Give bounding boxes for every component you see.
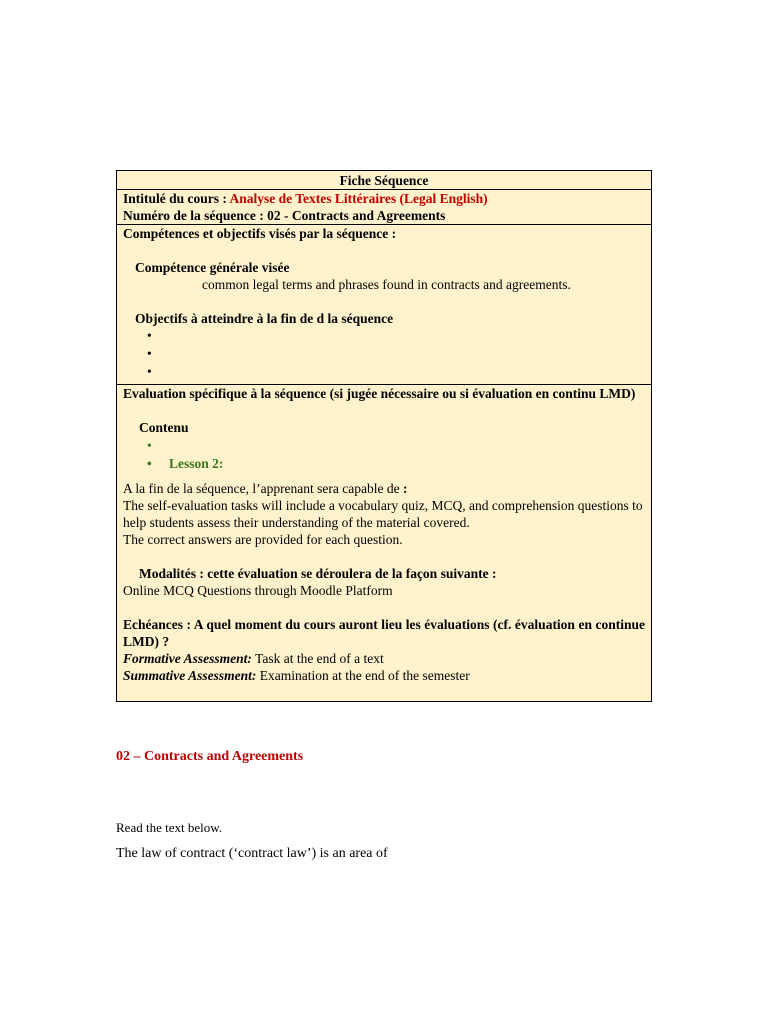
course-info-cell xyxy=(117,189,651,224)
body-paragraph: The law of contract (‘contract law’) is an area of xyxy=(116,846,388,861)
sequence-number-line: Numéro de la séquence : 02 - Contracts and Agreements xyxy=(123,208,446,223)
summative-label: Summative Assessment: xyxy=(123,668,257,683)
fiche-sequence-table xyxy=(116,170,652,702)
summative-line xyxy=(123,667,645,684)
list-item xyxy=(153,327,645,345)
contenu-list xyxy=(123,436,645,472)
formative-line xyxy=(123,650,645,667)
lesson-label: Lesson 2: xyxy=(169,456,224,471)
objectifs-list xyxy=(123,327,645,381)
contenu-label: Contenu xyxy=(139,420,189,435)
formative-label: Formative Assessment: xyxy=(123,651,252,666)
answers-text: The correct answers are provided for each question. xyxy=(123,532,403,547)
course-label: Intitulé du cours : xyxy=(123,191,230,206)
section-title: 02 – Contracts and Agreements xyxy=(116,749,304,764)
capable-text: A la fin de la séquence, l’apprenant sera capable de xyxy=(123,481,403,496)
fiche-title: Fiche Séquence xyxy=(339,173,429,188)
instruction-text: Read the text below. xyxy=(116,820,223,835)
course-value: Analyse de Textes Littéraires (Legal English) xyxy=(229,191,488,206)
list-item xyxy=(153,454,645,472)
summative-value: Examination at the end of the semester xyxy=(256,668,470,683)
modalites-value: Online MCQ Questions through Moodle Platform xyxy=(123,583,393,598)
evaluation-cell xyxy=(117,384,651,701)
evaluation-heading: Evaluation spécifique à la séquence (si jugée nécessaire ou si évaluation en continu LMD) xyxy=(123,386,636,401)
list-item xyxy=(153,436,645,454)
list-item xyxy=(153,363,645,381)
list-spacer xyxy=(153,345,645,363)
echeances-label: Echéances : A quel moment du cours auront lieu les évaluations (cf. évaluation en continue LMD) ? xyxy=(123,617,645,649)
objectifs-label: Objectifs à atteindre à la fin de d la séquence xyxy=(135,311,394,326)
competence-generale-text: common legal terms and phrases found in contracts and agreements. xyxy=(202,277,571,292)
competences-heading: Compétences et objectifs visés par la séquence : xyxy=(123,226,397,241)
formative-value: Task at the end of a text xyxy=(251,651,384,666)
course-line xyxy=(123,190,645,207)
capable-colon: : xyxy=(403,481,408,496)
self-evaluation-text: The self-evaluation tasks will include a vocabulary quiz, MCQ, and comprehension questions to help students assess their understanding of the material covered. xyxy=(123,498,643,530)
competences-cell xyxy=(117,224,651,384)
modalites-label: Modalités : cette évaluation se déroulera de la façon suivante : xyxy=(139,566,497,581)
competence-generale-label: Compétence générale visée xyxy=(135,260,290,275)
capable-line xyxy=(123,480,645,497)
